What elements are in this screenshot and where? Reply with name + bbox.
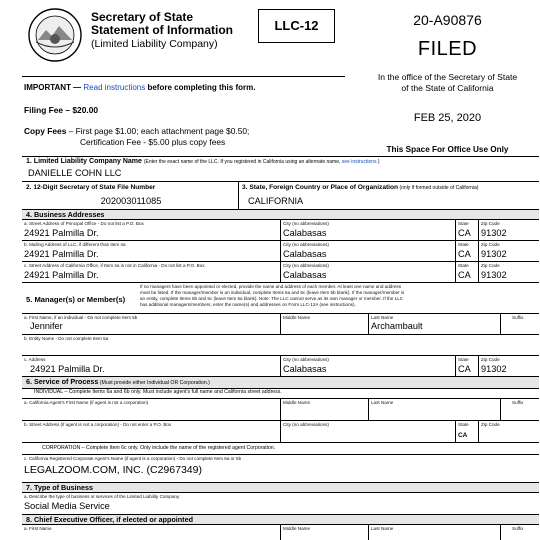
state-4a-label: State [458, 221, 469, 226]
member-city-label: City (no abbreviations) [283, 357, 329, 362]
agent-address-field[interactable] [24, 428, 277, 440]
agent-state-field[interactable]: CA [458, 432, 468, 439]
state-4b-label: State [458, 242, 469, 247]
zip-4a-field[interactable]: 91302 [481, 228, 507, 238]
section-7-heading: 7. Type of Business [22, 482, 539, 493]
member-state-field[interactable]: CA [458, 364, 471, 374]
section-5-instructions-3: an entity, complete Items 5b and 5c (leave Item 5a blank). Note: The LLC cannot serve as its own manager or member. If the LLC [140, 296, 404, 301]
city-4a-field[interactable]: Calabasas [283, 228, 327, 238]
section-1-note: (Enter the exact name of the LLC. If you registered in California using an alternate name, [143, 159, 342, 165]
agent-first-name-field[interactable] [24, 406, 277, 418]
state-4c-label: State [458, 263, 469, 268]
member-zip-field[interactable]: 91302 [481, 364, 507, 374]
state-4a-field[interactable]: CA [458, 228, 471, 238]
corporation-instruction: CORPORATION – Complete Item 6c only. Only include the name of the registered agent Corporation. [42, 445, 276, 451]
agent-state-label: State [458, 422, 469, 427]
section-1-link[interactable]: see instructions. [341, 159, 378, 165]
page-subtitle-entity: (Limited Liability Company) [91, 38, 218, 50]
member-middle-name-label: Middle Name [283, 315, 311, 320]
zip-4b-label: Zip Code [481, 242, 500, 247]
section-6-note: (Must provide either Individual OR Corporation.) [98, 380, 210, 386]
ceo-suffix-label: Suffix [512, 526, 524, 531]
document-number: 20-A90876 [413, 12, 482, 28]
city-4c-field[interactable]: Calabasas [283, 270, 327, 280]
llc-name-field[interactable]: DANIELLE COHN LLC [28, 168, 122, 178]
address-4c-label: c. Street Address of California Office, if Item 4a is not in California - Do not list a P.O. Box [24, 263, 205, 268]
agent-last-name-label: Last Name [371, 400, 394, 405]
section-8-heading: 8. Chief Executive Officer, if elected or appointed [22, 514, 539, 525]
section-3-note: (only if formed outside of California) [398, 185, 479, 191]
file-number-field[interactable]: 202003011085 [100, 196, 162, 206]
copy-fees-text: – First page $1.00; each attachment page $0.50; [66, 126, 250, 136]
section-5-heading: 5. Manager(s) or Member(s) [26, 295, 126, 304]
office-use-label: This Space For Office Use Only [386, 145, 509, 154]
copy-fees [24, 126, 249, 136]
section-2-heading: 2. 12-Digit Secretary of State File Number [26, 184, 156, 191]
instructions-link[interactable]: Read instructions [83, 83, 146, 92]
city-4b-label: City (no abbreviations) [283, 242, 329, 247]
business-type-field[interactable]: Social Media Service [24, 501, 110, 511]
state-seal [28, 8, 82, 62]
corporate-agent-field[interactable]: LEGALZOOM.COM, INC. (C2967349) [24, 464, 202, 476]
member-suffix-label: Suffix [512, 315, 524, 320]
section-3-title: 3. State, Foreign Country or Place of Organization [242, 184, 399, 191]
address-4b-field[interactable]: 24921 Palmilla Dr. [24, 249, 99, 259]
agent-suffix-label: Suffix [512, 400, 524, 405]
member-zip-label: Zip Code [481, 357, 500, 362]
organization-place-field[interactable]: CALIFORNIA [248, 196, 304, 206]
member-first-name-label: a. First Name, if an individual - Do not complete Item 5b [24, 315, 138, 320]
agent-city-label: City (no abbreviations) [283, 422, 329, 427]
section-5-instructions-1: If no managers have been appointed or elected, provide the name and address of each member. At least one name and address [140, 284, 401, 289]
office-line-1: In the office of the Secretary of State [377, 72, 518, 82]
office-line-2: of the State of California [401, 83, 494, 93]
section-6-title: 6. Service of Process [26, 377, 99, 386]
city-4a-label: City (no abbreviations) [283, 221, 329, 226]
section-1-heading [26, 158, 380, 165]
city-4c-label: City (no abbreviations) [283, 263, 329, 268]
member-last-name-label: Last Name [371, 315, 394, 320]
certification-fee: Certification Fee - $5.00 plus copy fees [80, 137, 226, 147]
important-prefix: IMPORTANT — [24, 83, 84, 92]
member-address-field[interactable]: 24921 Palmilla Dr. [30, 364, 105, 374]
state-4c-field[interactable]: CA [458, 270, 471, 280]
address-4b-label: b. Mailing Address of LLC, if different than item 4a [24, 242, 126, 247]
section-1-title: Limited Liability Company Name [33, 158, 142, 165]
business-type-label: a. Describe the type of business or services of the Limited Liability Company [24, 494, 180, 499]
address-4c-field[interactable]: 24921 Palmilla Dr. [24, 270, 99, 280]
zip-4c-field[interactable]: 91302 [481, 270, 507, 280]
page-subtitle: Statement of Information [91, 23, 234, 37]
page-title: Secretary of State [91, 10, 194, 24]
state-4b-field[interactable]: CA [458, 249, 471, 259]
zip-4a-label: Zip Code [481, 221, 500, 226]
member-entity-name-label: b. Entity Name - Do not complete Item 5a [24, 336, 109, 341]
section-4-heading: 4. Business Addresses [22, 209, 539, 220]
member-state-label: State [458, 357, 469, 362]
section-3-heading [242, 184, 478, 191]
important-note [24, 83, 255, 92]
copy-fees-label: Copy Fees [24, 126, 67, 136]
section-1-number: 1. [26, 158, 32, 165]
section-5-instructions-2: must be listed. If the manager/member is an individual, complete Items 5a and 5c (leave Item 5b blank). If the manager/member is [140, 290, 405, 295]
address-4a-label: a. Street Address of Principal Office - Do not list a P.O. Box [24, 221, 144, 226]
section-5-instructions-4: has additional managers/members, enter the name(s) and addresses on Form LLC-12A (see instructions). [140, 302, 356, 307]
section-6-heading [22, 376, 539, 389]
member-first-name-field[interactable]: Jennifer [30, 321, 63, 331]
section-1-note-close: ) [377, 159, 380, 165]
ceo-first-name-label: a. First Name [24, 526, 52, 531]
address-4a-field[interactable]: 24921 Palmilla Dr. [24, 228, 99, 238]
corporate-agent-label: c. California Registered Corporate Agent's Name (if agent is a corporation) - Do not complete Item 6a or 6b [24, 456, 242, 461]
city-4b-field[interactable]: Calabasas [283, 249, 327, 259]
filed-date: FEB 25, 2020 [413, 112, 482, 124]
filed-stamp: FILED [417, 38, 478, 60]
filing-fee: Filing Fee – $20.00 [24, 105, 99, 115]
member-address-label: c. Address [24, 357, 46, 362]
agent-middle-name-label: Middle Name [283, 400, 311, 405]
important-suffix: before completing this form. [145, 83, 256, 92]
member-last-name-field[interactable]: Archambault [371, 321, 423, 331]
form-id-box: LLC-12 [258, 9, 335, 43]
ceo-middle-name-label: Middle Name [283, 526, 311, 531]
agent-first-name-label: a. California Agent's First Name (if agent is not a corporation) [24, 400, 149, 405]
zip-4b-field[interactable]: 91302 [481, 249, 507, 259]
agent-zip-label: Zip Code [481, 422, 500, 427]
ceo-last-name-label: Last Name [371, 526, 394, 531]
member-entity-name-field[interactable] [24, 342, 534, 354]
ceo-first-name-field[interactable] [24, 532, 277, 540]
zip-4c-label: Zip Code [481, 263, 500, 268]
agent-address-label: b. Street Address (if agent is not a corporation) - Do not enter a P.O. Box [24, 422, 172, 427]
member-city-field[interactable]: Calabasas [283, 364, 327, 374]
individual-instruction: INDIVIDUAL – Complete Items 6a and 6b only. Must include agent's full name and California street address. [34, 389, 282, 395]
